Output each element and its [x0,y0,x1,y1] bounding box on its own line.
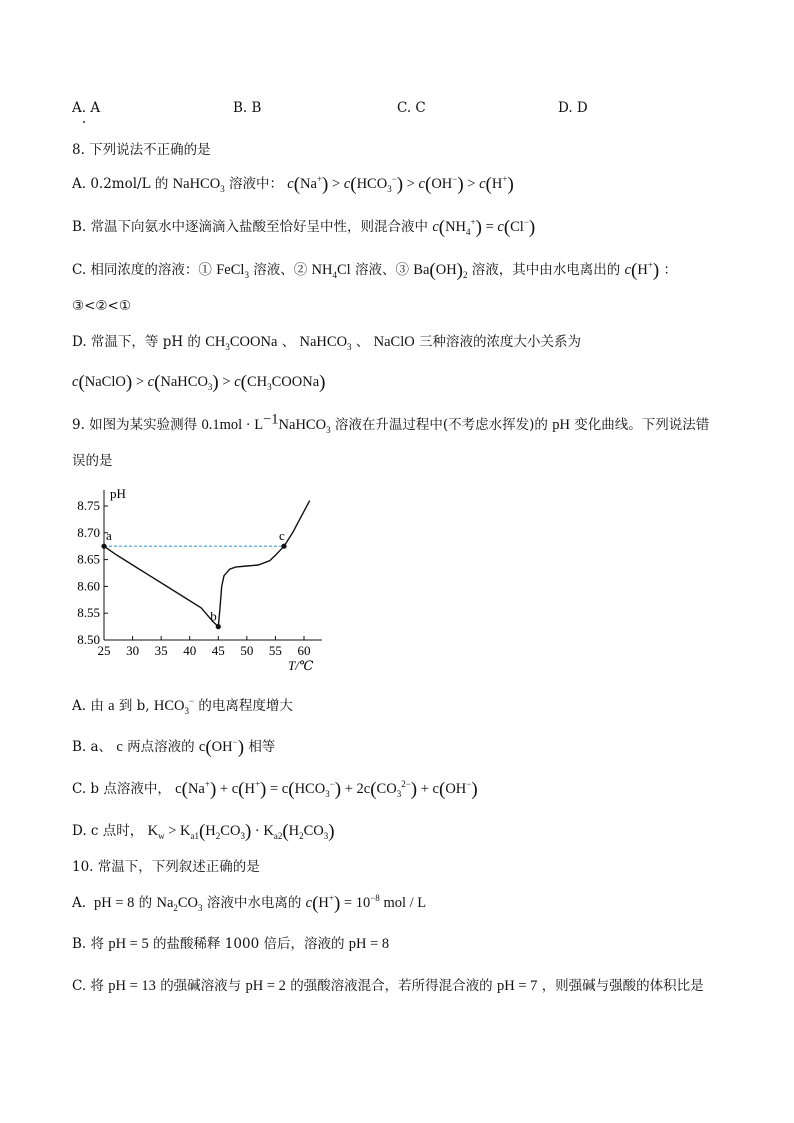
q7-option-b: B. B [233,100,262,116]
q8-option-d: D. 常温下，等 pH 的 $CH_3COONa$ 、 NaHCO$_3$ 、 NaClO 三种溶液的浓度大小关系为 [72,334,582,352]
q8-option-b: B. 常温下向氨水中逐滴滴入盐酸至恰好呈中性，则混合液中 $c(NH_4^+) = c(Cl^-)$ [72,217,536,238]
q7-option-c: C. C [397,100,426,116]
q10-option-b: B. 将 pH = 5 的盐酸稀释 1000 倍后，溶液的 pH = 8 [72,936,390,952]
x-tick-label: 25 [97,643,111,658]
x-tick-label: 45 [211,643,225,658]
point-c [281,544,286,549]
q9-option-b: B. a、 c 两点溶液的 c(OH−) 相等 [72,737,276,758]
q8-option-a: A. 0.2mol/L 的 NaHCO$_3$ 溶液中： $c(Na^+) > c(HCO_3^-) > c(OH^-) > c(H^+)$ [72,174,514,195]
x-tick-label: 40 [183,643,197,658]
chart-points [101,528,286,629]
q9-stem: 9. 如图为某实验测得 $0.1mol \cdot L^{-1}NaHCO_3$ 溶液在升温过程中(不考虑水挥发)的 pH 变化曲线。下列说法错 [72,411,710,435]
y-tick-label: 8.60 [77,578,100,594]
x-tick-label: 55 [268,643,282,658]
y-tick-label: 8.55 [77,605,100,621]
x-axis-label: T/℃ [288,658,314,673]
y-tick-label: 8.75 [77,498,100,513]
stray-dot [83,121,85,123]
q8-stem: 8. 下列说法不正确的是 [72,142,211,158]
x-tick-label: 50 [240,643,254,658]
q10-option-a: A. pH = 8 的 $Na_2CO_3$ 溶液中水电离的 $c(H^+) = 10^{-8}$ mol / L [72,893,427,914]
inequality-a: $c(Na^+) > c(HCO_3^-) > c(OH^-) > c(H^+)$ [287,174,514,195]
y-tick-label: 8.50 [77,632,100,647]
formula-nahco3: NaHCO$_3$ [172,176,225,194]
x-tick-label: 35 [154,643,168,658]
equation-b: $c(NH_4^+) = c(Cl^-)$ [432,217,536,238]
q8-option-c-order: ③<②<① [72,298,131,314]
ph-temperature-chart [60,484,350,679]
x-tick-label: 30 [126,643,140,658]
q9-stem-line2: 误的是 [72,453,113,469]
q10-option-c: C. 将 pH = 13 的强碱溶液与 pH = 2 的强酸溶液混合，若所得混合液的 pH = 7 ，则强碱与强酸的体积比是 [72,978,704,994]
q9-option-a: A. 由 a 到 b, $HCO_3^-$ 的电离程度增大 [72,696,293,716]
q7-option-d: D. D [558,100,588,116]
q8-option-c: C. 相同浓度的溶液：① FeCl$_3$ 溶液、② $NH_4Cl$ 溶液、③ $Ba(OH)_2$ 溶液，其中由水电离出的 c(H+) ： [72,260,678,281]
q10-stem: 10. 常温下，下列叙述正确的是 [72,859,260,875]
point-label-a: a [106,528,112,544]
point-label-b: b [210,608,217,624]
q7-option-a: A. A [72,100,101,116]
y-axis-label: pH [110,486,126,501]
point-a [101,544,106,549]
point-label-c: c [279,528,285,544]
chart-ticks [77,498,310,658]
x-tick-label: 60 [297,643,311,658]
point-b [216,624,221,629]
ph-curve [104,501,310,627]
q8-option-d-inequality: c(NaClO) > c(NaHCO$_3$) > $c(CH_3COONa)$ [72,372,326,393]
q9-option-c: C. b 点溶液中， $c(Na^+) + c(H^+) = c(HCO_3^-) + 2c(CO_3^{2-}) + c(OH^-)$ [72,779,478,800]
y-tick-label: 8.70 [77,524,100,540]
y-tick-label: 8.65 [77,551,100,567]
q9-option-d: D. c 点时， $K_w > K_{a1}(H_2CO_3) \cdot K_{a2}(H_2CO_3)$ [72,821,335,842]
